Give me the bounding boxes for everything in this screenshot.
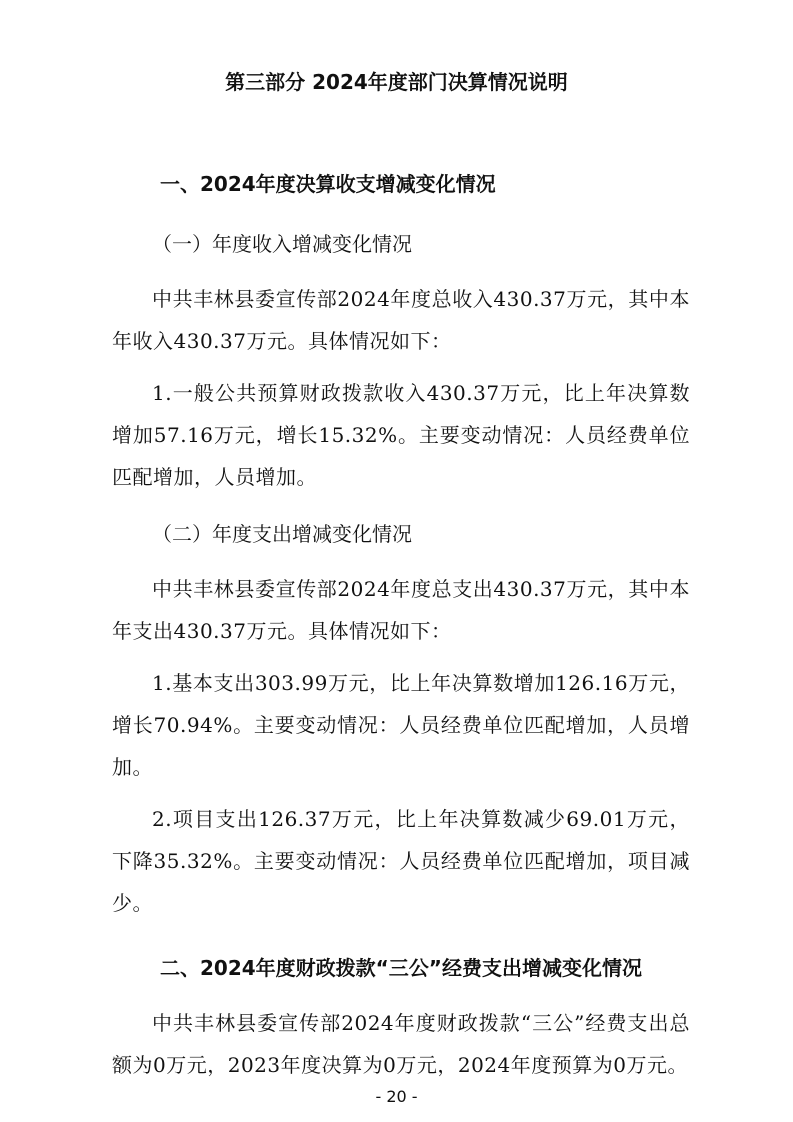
expense-paragraph-2: 1.基本支出303.99万元，比上年决算数增加126.16万元，增长70.94%。主要变动情况：人员经费单位匹配增加，人员增加。 (112, 671, 690, 779)
expense-paragraph-1: 中共丰林县委宣传部2024年度总支出430.37万元，其中本年支出430.37万元。具体情况如下： (112, 577, 690, 643)
income-paragraph-2: 1.一般公共预算财政拨款收入430.37万元，比上年决算数增加57.16万元，增长15.32%。主要变动情况：人员经费单位匹配增加，人员增加。 (112, 381, 690, 489)
income-paragraph-1: 中共丰林县委宣传部2024年度总收入430.37万元，其中本年收入430.37万元。具体情况如下： (112, 287, 690, 353)
page-title: 第三部分 2024年度部门决算情况说明 (225, 70, 568, 94)
document-body (112, 158, 690, 1096)
income-subheading: （一）年度收入增减变化情况 (152, 232, 412, 256)
expense-subheading: （二）年度支出增减变化情况 (152, 522, 412, 546)
expense-paragraph-3: 2.项目支出126.37万元，比上年决算数减少69.01万元，下降35.32%。主要变动情况：人员经费单位匹配增加，项目减少。 (112, 807, 690, 915)
section-1-heading: 一、2024年度决算收支增减变化情况 (160, 172, 496, 196)
three-public-paragraph: 中共丰林县委宣传部2024年度财政拨款“三公”经费支出总额为0万元，2023年度决算为0万元，2024年度预算为0万元。 (112, 1011, 690, 1077)
page-number: - 20 - (375, 1087, 418, 1106)
section-2-heading: 二、2024年度财政拨款“三公”经费支出增减变化情况 (160, 956, 642, 980)
